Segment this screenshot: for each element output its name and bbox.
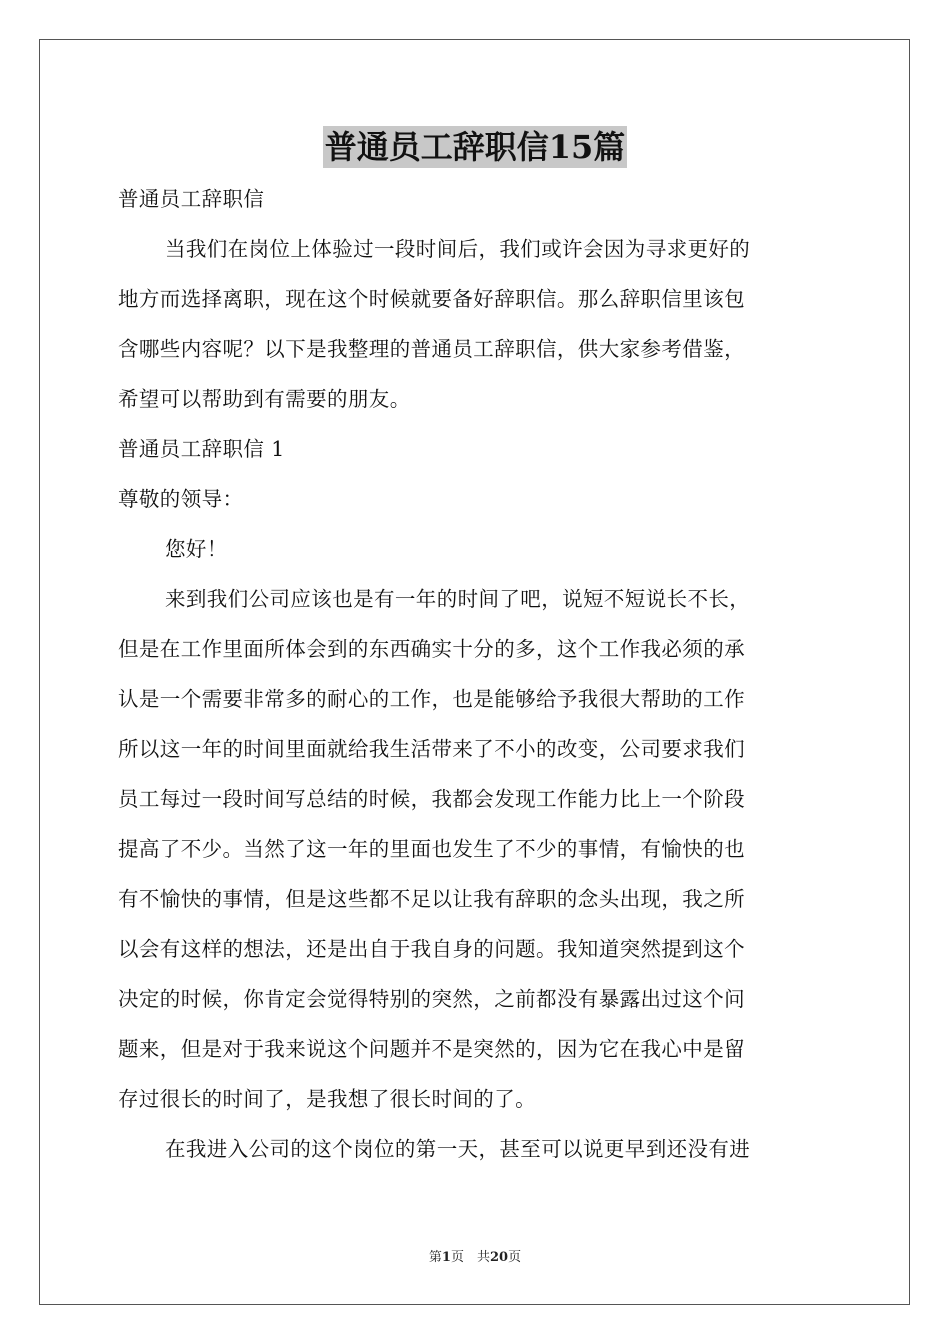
text-line: 提高了不少。当然了这一年的里面也发生了不少的事情，有愉快的也 <box>118 837 745 861</box>
text-line: 在我进入公司的这个岗位的第一天，甚至可以说更早到还没有进 <box>165 1137 751 1161</box>
text-line: 认是一个需要非常多的耐心的工作，也是能够给予我很大帮助的工作 <box>118 687 745 711</box>
text-line: 题来，但是对于我来说这个问题并不是突然的，因为它在我心中是留 <box>118 1037 745 1061</box>
text-line: 您好！ <box>165 537 228 561</box>
text-line: 当我们在岗位上体验过一段时间后，我们或许会因为寻求更好的 <box>165 237 751 261</box>
text-line: 普通员工辞职信 1 <box>118 437 285 461</box>
footer-page-prefix: 第 <box>428 1250 442 1265</box>
text-line: 尊敬的领导： <box>118 487 244 511</box>
text-line: 以会有这样的想法，还是出自于我自身的问题。我知道突然提到这个 <box>118 937 745 961</box>
text-line: 希望可以帮助到有需要的朋友。 <box>118 387 411 411</box>
footer-page-suffix: 页 <box>508 1250 522 1265</box>
page-footer <box>0 1246 950 1265</box>
text-line: 普通员工辞职信 <box>118 187 265 211</box>
text-line: 所以这一年的时间里面就给我生活带来了不小的改变，公司要求我们 <box>118 737 745 761</box>
text-line: 员工每过一段时间写总结的时候，我都会发现工作能力比上一个阶段 <box>118 787 745 811</box>
footer-current-page: 1 <box>441 1250 451 1265</box>
text-line: 决定的时候，你肯定会觉得特别的突然，之前都没有暴露出过这个问 <box>118 987 745 1011</box>
footer-total-pages: 20 <box>489 1250 509 1265</box>
text-line: 地方而选择离职，现在这个时候就要备好辞职信。那么辞职信里该包 <box>118 287 745 311</box>
document-body <box>118 174 834 1174</box>
text-line: 来到我们公司应该也是有一年的时间了吧，说短不短说长不长， <box>165 587 751 611</box>
text-line: 含哪些内容呢？以下是我整理的普通员工辞职信，供大家参考借鉴， <box>118 337 745 361</box>
text-line: 存过很长的时间了，是我想了很长时间的了。 <box>118 1087 536 1111</box>
text-line: 但是在工作里面所体会到的东西确实十分的多，这个工作我必须的承 <box>118 637 745 661</box>
footer-page-mid: 页 共 <box>450 1250 490 1265</box>
document-title: 普通员工辞职信15篇 <box>324 128 626 166</box>
title-container <box>0 126 950 168</box>
text-line: 有不愉快的事情，但是这些都不足以让我有辞职的念头出现，我之所 <box>118 887 745 911</box>
